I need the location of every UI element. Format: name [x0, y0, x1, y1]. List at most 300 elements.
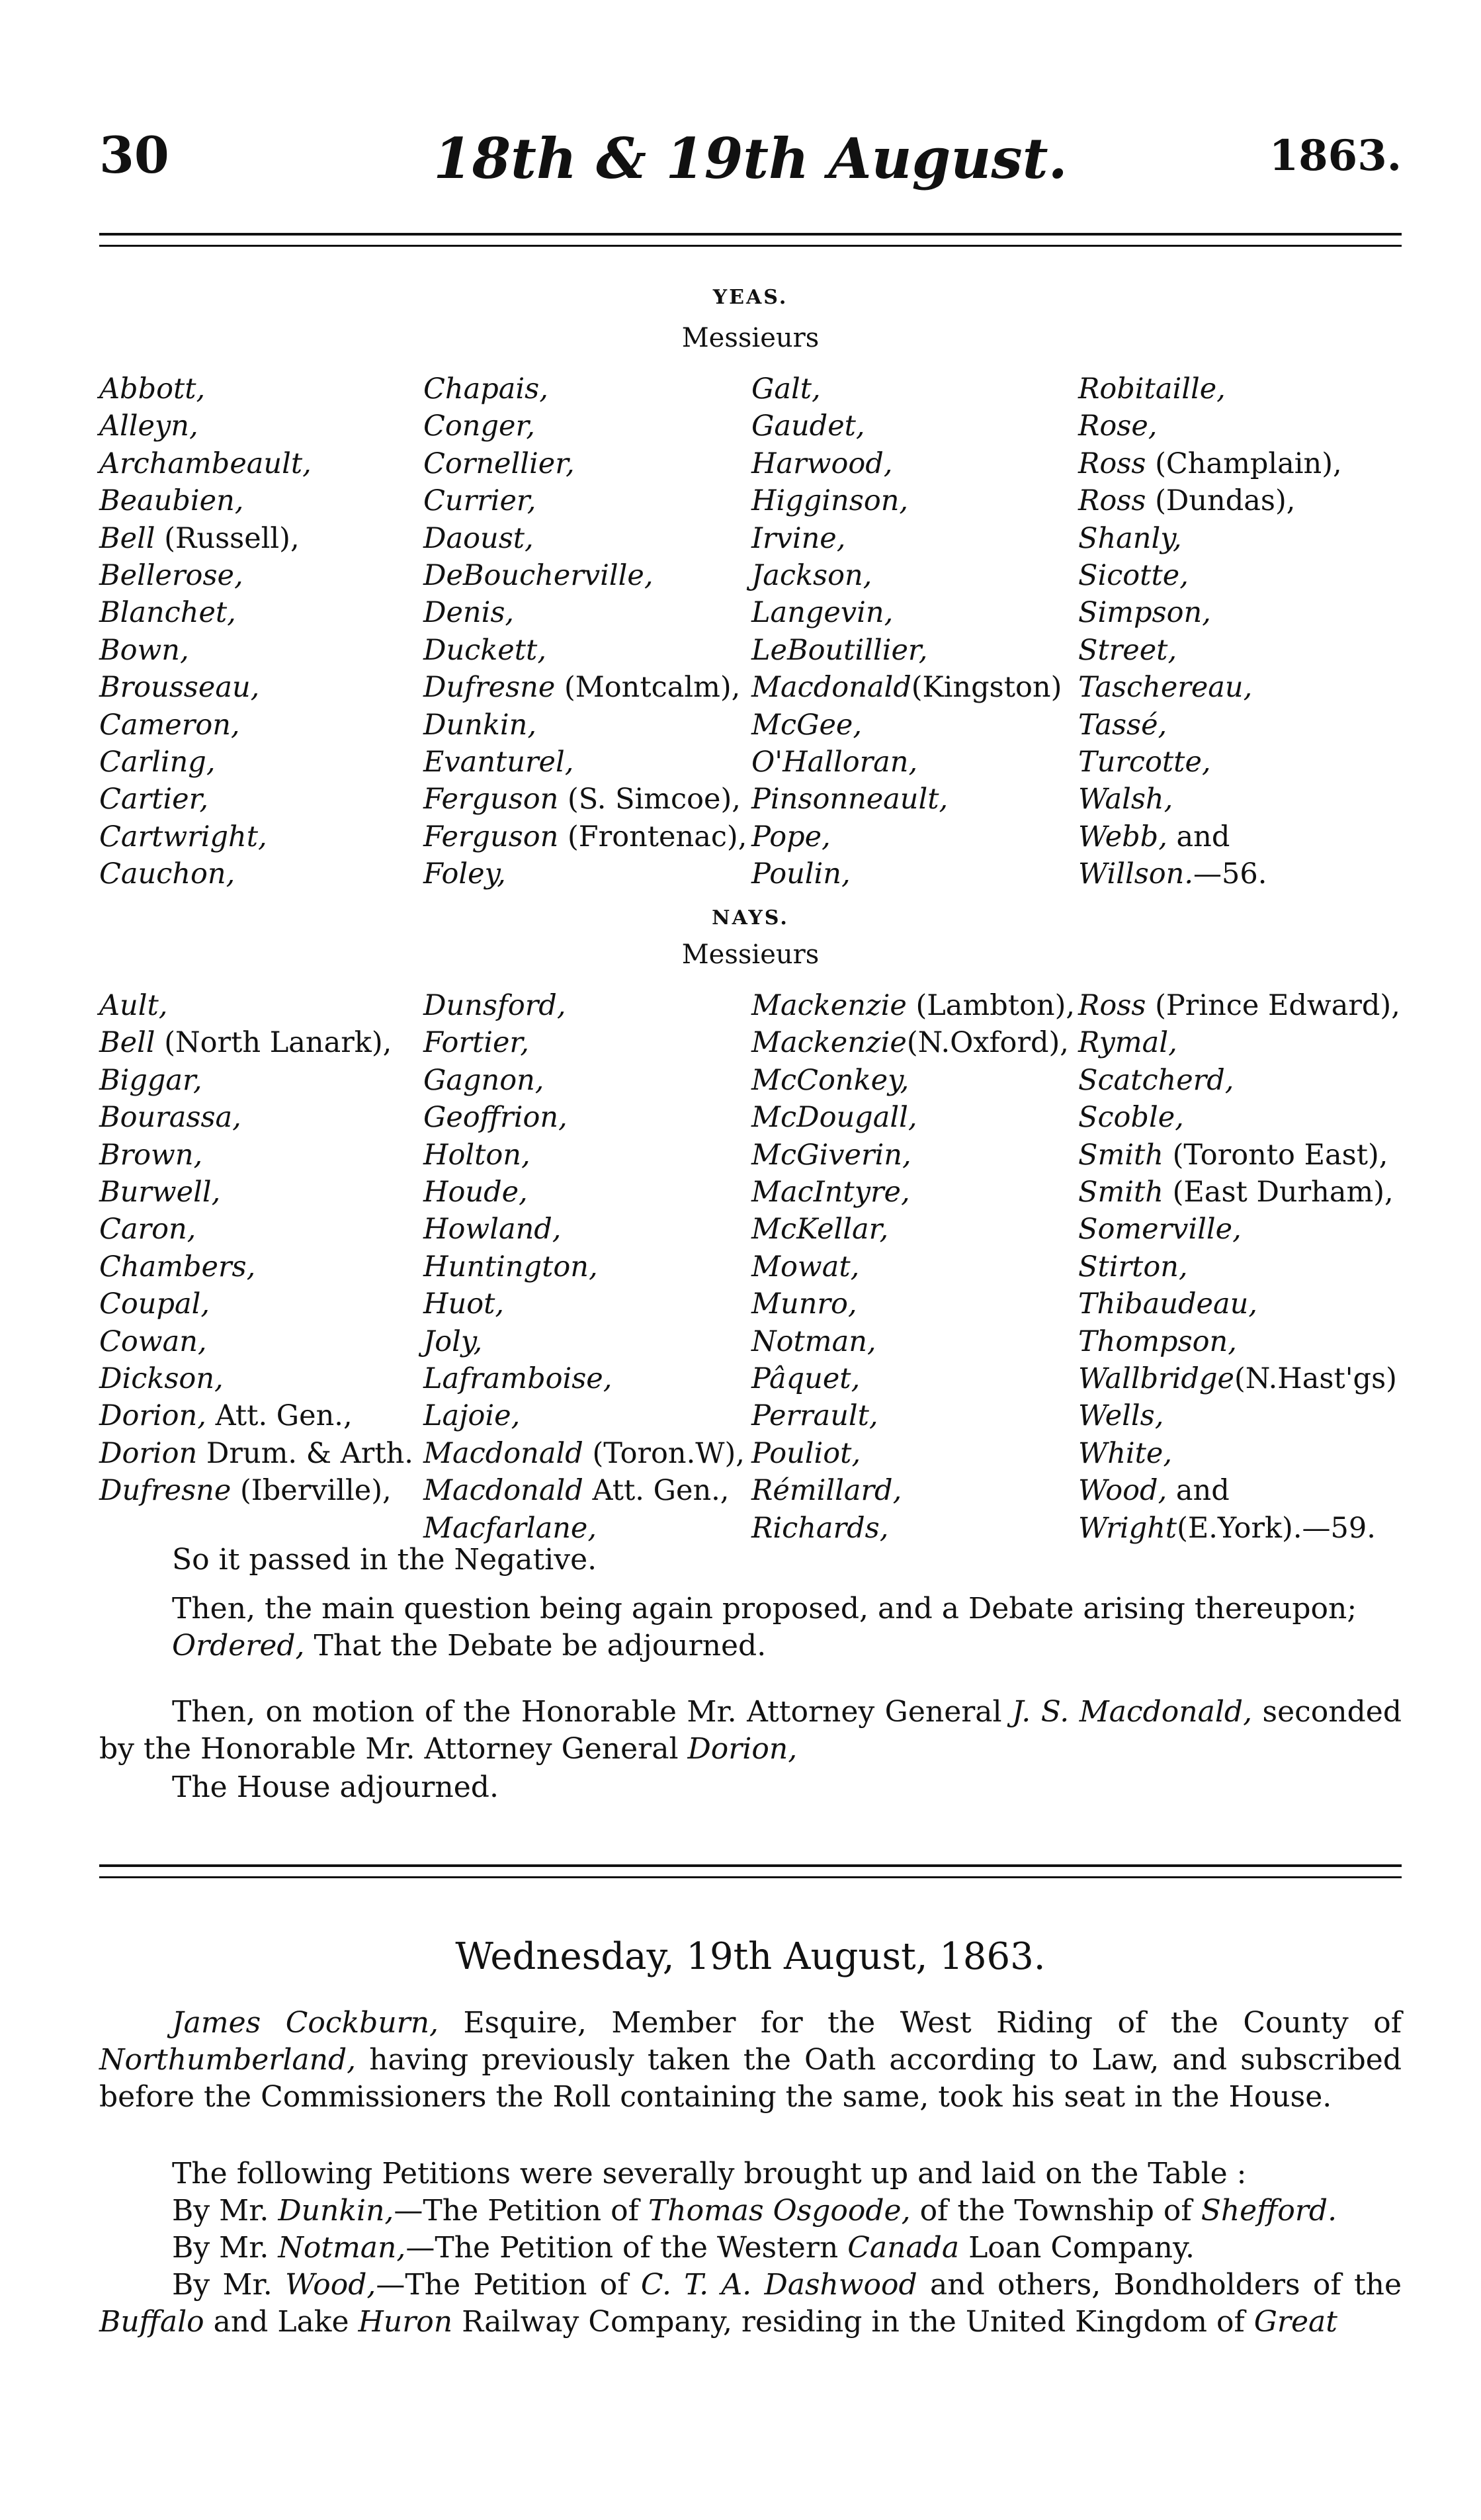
yeas-member [1078, 744, 1342, 781]
member-name: Lajoie, [423, 1399, 521, 1433]
nays-member [99, 1472, 413, 1509]
ordered-text: That the Debate be adjourned. [304, 1629, 767, 1663]
yeas-member [1078, 669, 1342, 706]
member-qualifier: (Russell), [155, 521, 300, 555]
member-qualifier: Att. Gen., [206, 1399, 353, 1433]
p1-text-c: of the Township of [910, 2194, 1201, 2228]
p3-text-b: —The Petition of [376, 2268, 641, 2302]
page-number: 30 [99, 126, 169, 185]
member-name: LeBoutillier, [751, 633, 928, 667]
member-name: Daoust, [423, 521, 534, 555]
yeas-member [1078, 370, 1342, 408]
member-name: Bown, [99, 633, 189, 667]
nays-member [99, 987, 413, 1024]
member-name: Irvine, [751, 521, 846, 555]
main-question-para [172, 1590, 1402, 1665]
nays-member [751, 1472, 1075, 1509]
yeas-member [99, 520, 312, 557]
member-name: Pope, [751, 820, 831, 853]
nays-member [1078, 1099, 1400, 1136]
member-name: Huot, [423, 1287, 505, 1321]
member-name: Ault, [99, 989, 168, 1022]
member-qualifier: (Toronto East), [1163, 1138, 1388, 1172]
motion-para [99, 1694, 1402, 1768]
yeas-member [99, 594, 312, 631]
member-name: Higginson, [751, 484, 909, 518]
nays-column-2 [423, 987, 745, 1547]
p3-text-d: and Lake [204, 2305, 359, 2339]
yeas-member [99, 818, 312, 855]
member-name: Holton, [423, 1138, 530, 1172]
member-name: Notman, [751, 1325, 876, 1358]
yeas-member [99, 408, 312, 445]
nays-member [99, 1397, 413, 1434]
yeas-member [99, 632, 312, 669]
yeas-member [423, 482, 747, 519]
member-name: Smith [1078, 1176, 1164, 1209]
member-qualifier: (Kingston) [911, 671, 1062, 705]
nays-member [423, 1062, 745, 1099]
member-qualifier: and [1167, 1474, 1230, 1508]
nays-member [99, 1323, 413, 1360]
member-name: Ferguson [423, 820, 559, 853]
yeas-member [423, 707, 747, 744]
member-name: Brown, [99, 1138, 203, 1172]
member-name: Dufresne [99, 1474, 232, 1508]
member-qualifier: (Iberville), [231, 1474, 392, 1508]
member-name: Dorion, [99, 1399, 206, 1433]
yeas-member [423, 408, 747, 445]
p2-text-b: —The Petition of the Western [405, 2231, 848, 2265]
nays-member [423, 1099, 745, 1136]
member-name: Cameron, [99, 708, 240, 742]
nays-member [1078, 1137, 1400, 1174]
nays-member [423, 1248, 745, 1285]
yeas-member [1078, 781, 1342, 818]
p3-text-a: By Mr. [172, 2268, 286, 2302]
nays-label: NAYS. [712, 906, 789, 930]
member-name: Wells, [1078, 1399, 1164, 1433]
p3-text-e: Railway Company, residing in the United Kingdom of [452, 2305, 1254, 2339]
member-name: Langevin, [751, 596, 894, 630]
motion-text-1: Then, on motion of the Honorable Mr. Attorney General [172, 1695, 1013, 1729]
yeas-member [1078, 818, 1342, 855]
nays-member [99, 1024, 413, 1061]
ordered-word: Ordered, [172, 1629, 305, 1663]
member-name: Wallbridge [1078, 1362, 1234, 1396]
p1-text-a: By Mr. [172, 2194, 278, 2228]
nays-member [751, 1360, 1075, 1397]
member-name: McGiverin, [751, 1138, 911, 1172]
nays-member [1078, 1248, 1400, 1285]
member-name: Macdonald [423, 1436, 583, 1470]
p3-place-1: Buffalo [99, 2305, 204, 2339]
member-name: Bellerose, [99, 559, 243, 593]
yeas-member [99, 557, 312, 594]
yeas-member [1078, 707, 1342, 744]
member-qualifier: Drum. & Arth. [197, 1436, 413, 1470]
member-name: Willson. [1078, 857, 1194, 891]
yeas-member [423, 557, 747, 594]
member-name: Rose, [1078, 410, 1158, 443]
nays-column-4 [1078, 987, 1400, 1547]
nays-member [423, 1285, 745, 1323]
nays-member [99, 1211, 413, 1248]
member-name: Simpson, [1078, 596, 1211, 630]
member-name: Harwood, [751, 447, 893, 480]
yeas-member [423, 744, 747, 781]
member-qualifier: —56. [1193, 857, 1267, 891]
member-name: Cornellier, [423, 447, 575, 480]
yeas-member [751, 482, 1062, 519]
member-name: Carling, [99, 746, 216, 779]
yeas-member [751, 744, 1062, 781]
member-name: Huntington, [423, 1250, 598, 1283]
member-name: O'Halloran, [751, 746, 918, 779]
nays-member [423, 1397, 745, 1434]
member-name: Cartier, [99, 783, 209, 816]
member-qualifier: (N.Hast'gs) [1234, 1362, 1397, 1396]
member-name: Abbott, [99, 372, 206, 406]
member-name: Stirton, [1078, 1250, 1188, 1283]
member-name: Macfarlane, [423, 1511, 597, 1545]
member-name: Foley, [423, 857, 506, 891]
motion-name-2: Dorion, [687, 1732, 798, 1766]
member-name: Perrault, [751, 1399, 878, 1433]
p1-place: Shefford. [1201, 2194, 1337, 2228]
running-head [99, 126, 1402, 198]
nays-member [751, 1435, 1075, 1472]
nays-member [423, 1174, 745, 1211]
cockburn-text-2: having previously taken the Oath according to Law, and subscribed before the Commissioners the Roll containing the same, took his seat in the House. [99, 2043, 1402, 2114]
p1-member: Dunkin, [278, 2194, 394, 2228]
yeas-column-4 [1078, 370, 1342, 893]
nays-member [751, 1397, 1075, 1434]
yeas-member [751, 707, 1062, 744]
yeas-member [423, 669, 747, 706]
nays-member [1078, 1360, 1400, 1397]
member-name: McDougall, [751, 1101, 917, 1135]
section-rule [99, 1864, 1402, 1878]
yeas-member [99, 445, 312, 482]
member-qualifier: (East Durham), [1163, 1176, 1394, 1209]
nays-member [751, 1137, 1075, 1174]
member-name: Conger, [423, 410, 535, 443]
negative-line: So it passed in the Negative. [172, 1543, 597, 1577]
member-name: McConkey, [751, 1063, 910, 1097]
nays-member [1078, 1285, 1400, 1323]
yeas-label: YEAS. [712, 286, 788, 309]
member-name: Ferguson [423, 783, 559, 816]
yeas-member [751, 445, 1062, 482]
nays-member [751, 1174, 1075, 1211]
yeas-member [99, 744, 312, 781]
member-name: Currier, [423, 484, 536, 518]
member-name: Cartwright, [99, 820, 267, 853]
nays-member [1078, 1323, 1400, 1360]
member-name: Walsh, [1078, 783, 1173, 816]
member-name: Blanchet, [99, 596, 236, 630]
member-name: Tassé, [1078, 708, 1167, 742]
member-name: Ross [1078, 484, 1146, 518]
p2-text-c: Loan Company. [959, 2231, 1195, 2265]
member-name: Gagnon, [423, 1063, 544, 1097]
yeas-member [751, 781, 1062, 818]
yeas-member [1078, 482, 1342, 519]
member-name: MacIntyre, [751, 1176, 910, 1209]
yeas-member [1078, 557, 1342, 594]
nays-member [751, 987, 1075, 1024]
main-question-text: Then, the main question being again proposed, and a Debate arising thereupon; [172, 1592, 1357, 1626]
member-name: Thibaudeau, [1078, 1287, 1257, 1321]
member-name: Bell [99, 1026, 155, 1060]
member-name: Rémillard, [751, 1474, 902, 1508]
nays-member [99, 1248, 413, 1285]
member-name: Bell [99, 521, 155, 555]
member-name: Duckett, [423, 633, 546, 667]
member-name: Wood, [1078, 1474, 1167, 1508]
nays-member [99, 1285, 413, 1323]
yeas-member [99, 482, 312, 519]
member-name: Webb, [1078, 820, 1167, 853]
date-heading: Wednesday, 19th August, 1863. [455, 1935, 1046, 1978]
nays-member [1078, 1024, 1400, 1061]
member-name: Cowan, [99, 1325, 207, 1358]
member-name: Macdonald [423, 1474, 583, 1508]
member-name: Wright [1078, 1511, 1177, 1545]
member-qualifier: Att. Gen., [583, 1474, 730, 1508]
yeas-member [1078, 520, 1342, 557]
nays-member [423, 1211, 745, 1248]
member-name: Pouliot, [751, 1436, 861, 1470]
yeas-member [751, 557, 1062, 594]
p1-petitioner: Thomas Osgoode, [648, 2194, 911, 2228]
yeas-member [99, 707, 312, 744]
member-name: Scoble, [1078, 1101, 1184, 1135]
nays-member [1078, 1435, 1400, 1472]
petition-2 [172, 2230, 1402, 2267]
nays-member [423, 1323, 745, 1360]
page-year: 1863. [1269, 131, 1402, 181]
motion-text-2: seconded by the Honorable Mr. Attorney General [99, 1695, 1402, 1766]
member-name: Gaudet, [751, 410, 865, 443]
member-name: Chapais, [423, 372, 548, 406]
yeas-column-1 [99, 370, 312, 893]
member-qualifier: (N.Oxford), [906, 1026, 1069, 1060]
member-qualifier: (Dundas), [1146, 484, 1296, 518]
yeas-messieurs: Messieurs [681, 323, 820, 353]
nays-member [99, 1174, 413, 1211]
nays-member [751, 1099, 1075, 1136]
p1-text-b: —The Petition of [394, 2194, 648, 2228]
nays-member [1078, 1397, 1400, 1434]
member-qualifier: (Toron.W), [583, 1436, 745, 1470]
yeas-column-3 [751, 370, 1062, 893]
cockburn-county: Northumberland, [99, 2043, 357, 2077]
yeas-member [99, 855, 312, 892]
p2-member: Notman, [278, 2231, 406, 2265]
member-name: Geoffrion, [423, 1101, 568, 1135]
yeas-member [423, 520, 747, 557]
member-name: Evanturel, [423, 746, 574, 779]
nays-member [751, 1248, 1075, 1285]
yeas-member [99, 370, 312, 408]
member-qualifier: (Champlain), [1146, 447, 1342, 480]
nays-member [1078, 987, 1400, 1024]
yeas-member [751, 669, 1062, 706]
nays-member [99, 1137, 413, 1174]
nays-member [423, 987, 745, 1024]
member-name: Dunkin, [423, 708, 537, 742]
p3-text-c: and others, Bondholders of the [917, 2268, 1402, 2302]
member-name: Fortier, [423, 1026, 529, 1060]
member-name: Burwell, [99, 1176, 221, 1209]
member-name: Denis, [423, 596, 515, 630]
member-name: McKellar, [751, 1213, 889, 1246]
member-name: Munro, [751, 1287, 857, 1321]
yeas-member [751, 520, 1062, 557]
member-name: Dunsford, [423, 989, 566, 1022]
member-qualifier: (Montcalm), [555, 671, 741, 705]
member-qualifier: (S. Simcoe), [558, 783, 741, 816]
nays-member [751, 1211, 1075, 1248]
p2-text-a: By Mr. [172, 2231, 278, 2265]
yeas-member [423, 445, 747, 482]
cockburn-text-1: Esquire, Member for the West Riding of the County of [439, 2006, 1402, 2040]
yeas-member [1078, 445, 1342, 482]
member-name: Richards, [751, 1511, 889, 1545]
p3-petitioner: C. T. A. Dashwood [640, 2268, 917, 2302]
member-qualifier: (E.York).—59. [1177, 1511, 1376, 1545]
member-name: Bourassa, [99, 1101, 241, 1135]
page-title: 18th & 19th August. [433, 126, 1068, 191]
yeas-member [423, 370, 747, 408]
nays-column-3 [751, 987, 1075, 1547]
p3-member: Wood, [285, 2268, 376, 2302]
yeas-member [751, 370, 1062, 408]
yeas-column-2 [423, 370, 747, 893]
yeas-member [423, 594, 747, 631]
member-name: Somerville, [1078, 1213, 1242, 1246]
motion-name-1: J. S. Macdonald, [1012, 1695, 1253, 1729]
yeas-member [1078, 408, 1342, 445]
member-name: Mackenzie [751, 989, 907, 1022]
yeas-member [423, 781, 747, 818]
member-name: Biggar, [99, 1063, 202, 1097]
member-name: Sicotte, [1078, 559, 1189, 593]
member-name: Taschereau, [1078, 671, 1253, 705]
member-qualifier: (Lambton), [906, 989, 1076, 1022]
member-name: Smith [1078, 1138, 1164, 1172]
nays-member [99, 1062, 413, 1099]
nays-member [99, 1099, 413, 1136]
member-name: Chambers, [99, 1250, 256, 1283]
member-qualifier: (Frontenac), [558, 820, 747, 853]
member-name: Laframboise, [423, 1362, 613, 1396]
member-name: Turcotte, [1078, 746, 1211, 779]
member-name: Howland, [423, 1213, 562, 1246]
member-name: Alleyn, [99, 410, 198, 443]
member-name: Robitaille, [1078, 372, 1226, 406]
member-qualifier: (Prince Edward), [1146, 989, 1400, 1022]
member-name: Rymal, [1078, 1026, 1177, 1060]
adjourned-line: The House adjourned. [172, 1770, 499, 1804]
nays-member [751, 1323, 1075, 1360]
yeas-member [99, 669, 312, 706]
p3-place-2: Huron [358, 2305, 453, 2339]
member-name: Cauchon, [99, 857, 235, 891]
member-name: Ross [1078, 989, 1146, 1022]
petition-1 [172, 2193, 1402, 2230]
yeas-member [751, 855, 1062, 892]
member-name: Macdonald [751, 671, 911, 705]
nays-member [423, 1360, 745, 1397]
yeas-member [99, 781, 312, 818]
nays-member [423, 1024, 745, 1061]
member-name: Houde, [423, 1176, 528, 1209]
member-name: McGee, [751, 708, 863, 742]
petitions-intro: The following Petitions were severally brought up and laid on the Table : [172, 2157, 1247, 2191]
member-name: Street, [1078, 633, 1177, 667]
member-name: Joly, [423, 1325, 483, 1358]
yeas-member [751, 818, 1062, 855]
member-name: Caron, [99, 1213, 196, 1246]
nays-member [1078, 1211, 1400, 1248]
member-qualifier: and [1167, 820, 1230, 853]
nays-member [99, 1360, 413, 1397]
member-name: Ross [1078, 447, 1146, 480]
yeas-member [1078, 632, 1342, 669]
nays-member [751, 1285, 1075, 1323]
member-name: Mowat, [751, 1250, 860, 1283]
yeas-member [423, 632, 747, 669]
member-name: Dorion [99, 1436, 198, 1470]
nays-messieurs: Messieurs [681, 939, 820, 970]
member-name: White, [1078, 1436, 1173, 1470]
yeas-member [1078, 855, 1342, 892]
member-name: Dufresne [423, 671, 556, 705]
member-name: Shanly, [1078, 521, 1182, 555]
nays-member [423, 1137, 745, 1174]
yeas-list [99, 370, 1402, 900]
member-name: Thompson, [1078, 1325, 1237, 1358]
yeas-member [423, 855, 747, 892]
yeas-member [423, 818, 747, 855]
member-name: Brousseau, [99, 671, 260, 705]
yeas-member [1078, 594, 1342, 631]
cockburn-name: James Cockburn, [172, 2006, 439, 2040]
member-name: Mackenzie [751, 1026, 907, 1060]
petition-3 [99, 2267, 1402, 2341]
member-name: Poulin, [751, 857, 851, 891]
yeas-member [751, 594, 1062, 631]
cockburn-para [99, 2005, 1402, 2116]
member-name: Coupal, [99, 1287, 210, 1321]
nays-member [1078, 1472, 1400, 1509]
p3-place-3: Great [1253, 2305, 1337, 2339]
nays-member [1078, 1174, 1400, 1211]
member-qualifier: (North Lanark), [155, 1026, 392, 1060]
nays-member [751, 1024, 1075, 1061]
yeas-member [751, 632, 1062, 669]
member-name: Dickson, [99, 1362, 224, 1396]
member-name: Scatcherd, [1078, 1063, 1234, 1097]
nays-member [423, 1472, 745, 1509]
member-name: Pâquet, [751, 1362, 861, 1396]
member-name: Archambeault, [99, 447, 312, 480]
yeas-member [751, 408, 1062, 445]
member-name: Galt, [751, 372, 821, 406]
